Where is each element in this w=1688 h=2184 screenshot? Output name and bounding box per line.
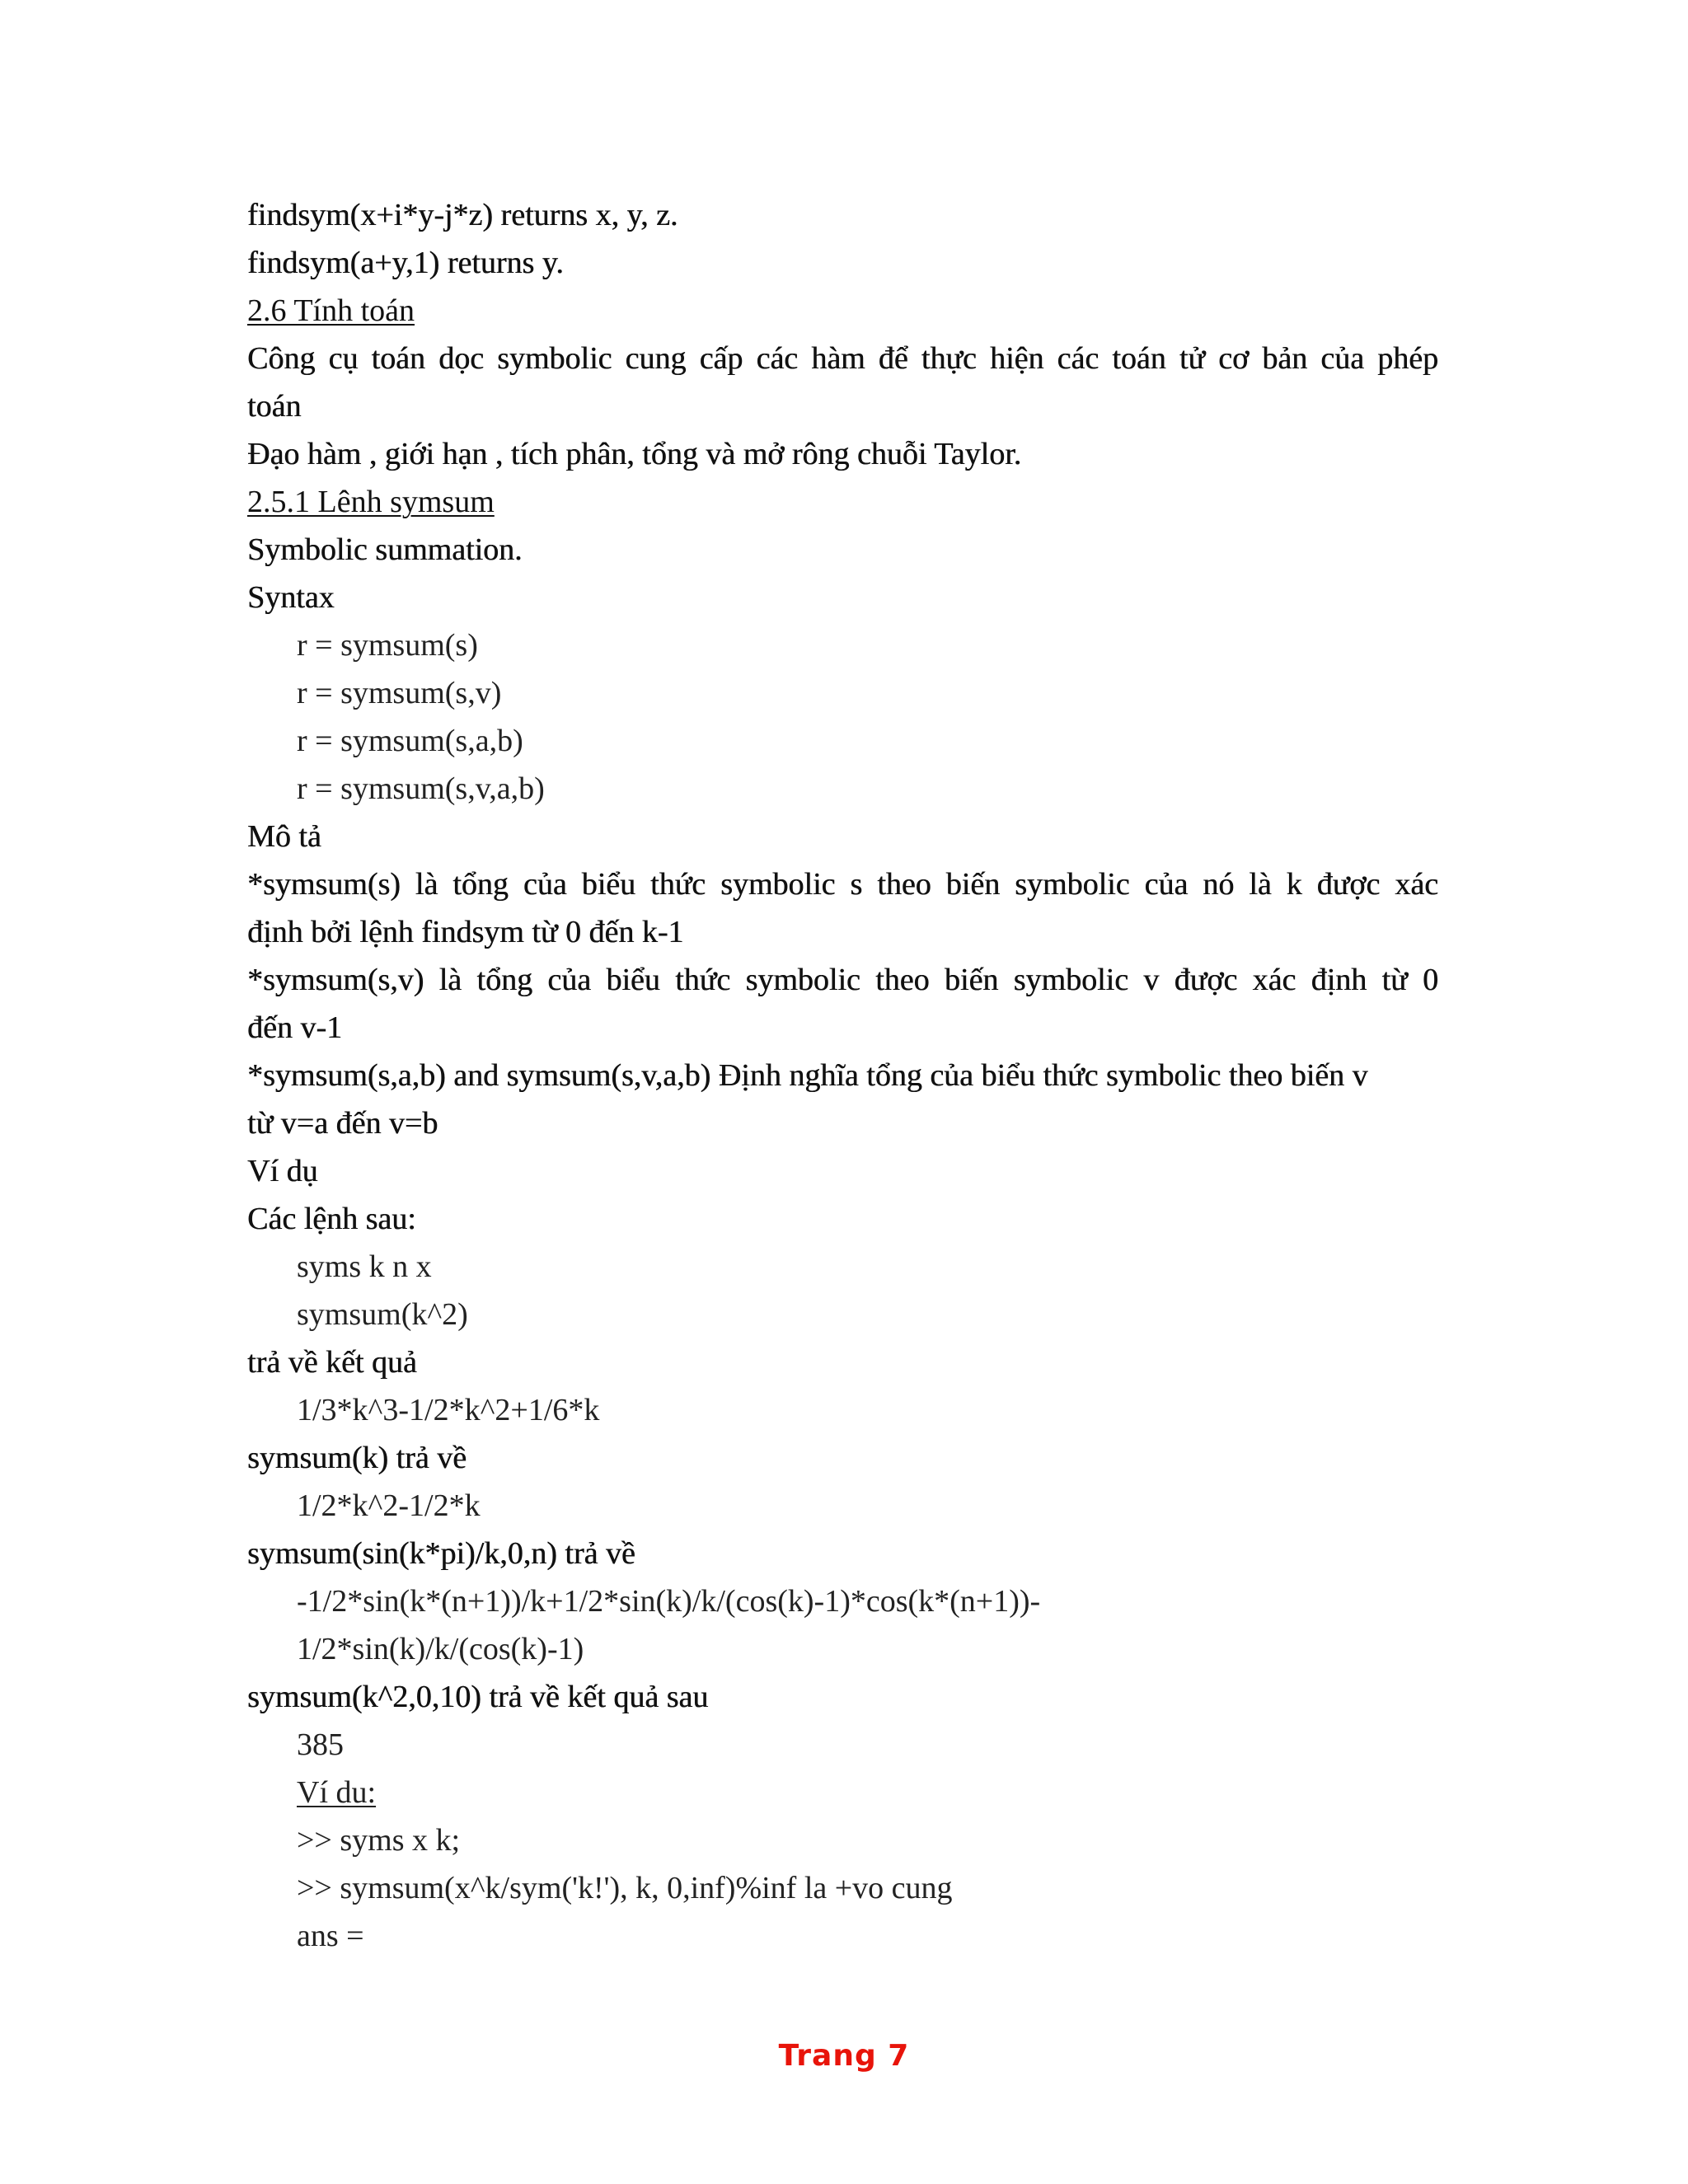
code-line: r = symsum(s,v,a,b) [297, 771, 545, 806]
code-line: r = symsum(s) [297, 628, 478, 663]
code-line: r = symsum(s,v) [297, 676, 502, 710]
text-line: symsum(k^2,0,10) trả về kết quả sau [247, 1680, 709, 1714]
code-line: >> syms x k; [297, 1823, 461, 1858]
example-subheading: Ví du: [297, 1775, 377, 1810]
text-line: findsym(x+i*y-j*z) returns x, y, z. [247, 198, 678, 232]
code-line: syms k n x [297, 1249, 432, 1284]
section-heading-2-5-1: 2.5.1 Lênh symsum [247, 485, 495, 519]
text-line: *symsum(s,v) là tổng của biểu thức symbolic theo biến symbolic v được xác định từ 0 [247, 963, 1438, 997]
text-line: từ v=a đến v=b [247, 1106, 438, 1141]
text-line: *symsum(s,a,b) and symsum(s,v,a,b) Định nghĩa tổng của biểu thức symbolic theo biến v [247, 1058, 1368, 1093]
code-line: symsum(k^2) [297, 1297, 468, 1332]
text-line: Symbolic summation. [247, 532, 523, 567]
text-line: trả về kết quả [247, 1345, 417, 1380]
text-line: Các lệnh sau: [247, 1202, 416, 1236]
code-line: -1/2*sin(k*(n+1))/k+1/2*sin(k)/k/(cos(k)-1)*cos(k*(n+1))- [297, 1584, 1041, 1619]
page-number: Trang 7 [778, 2039, 910, 2073]
example-heading: Ví dụ [247, 1154, 318, 1188]
text-line: Đạo hàm , giới hạn , tích phân, tổng và mở rông chuỗi Taylor. [247, 437, 1022, 471]
description-heading: Mô tả [247, 819, 321, 854]
code-line: 1/2*sin(k)/k/(cos(k)-1) [297, 1632, 584, 1666]
code-line: ans = [297, 1919, 364, 1953]
text-line: toán [247, 389, 302, 424]
text-line: symsum(k) trả về [247, 1441, 467, 1475]
code-line: r = symsum(s,a,b) [297, 724, 523, 758]
text-line: Công cụ toán dọc symbolic cung cấp các hàm để thực hiện các toán tử cơ bản của phép [247, 341, 1438, 376]
page-body [247, 191, 1438, 1960]
section-heading-2-6: 2.6 Tính toán [247, 293, 415, 328]
code-line: 385 [297, 1727, 344, 1762]
text-line: *symsum(s) là tổng của biểu thức symbolic s theo biến symbolic của nó là k được xác [247, 867, 1438, 902]
text-line: symsum(sin(k*pi)/k,0,n) trả về [247, 1536, 635, 1571]
text-line: đến v-1 [247, 1010, 343, 1045]
text-line: định bởi lệnh findsym từ 0 đến k-1 [247, 915, 684, 949]
text-line: findsym(a+y,1) returns y. [247, 246, 564, 280]
code-line: 1/3*k^3-1/2*k^2+1/6*k [297, 1393, 600, 1427]
syntax-heading: Syntax [247, 580, 335, 615]
code-line: 1/2*k^2-1/2*k [297, 1488, 481, 1523]
code-line: >> symsum(x^k/sym('k!'), k, 0,inf)%inf la +vo cung [297, 1871, 953, 1905]
